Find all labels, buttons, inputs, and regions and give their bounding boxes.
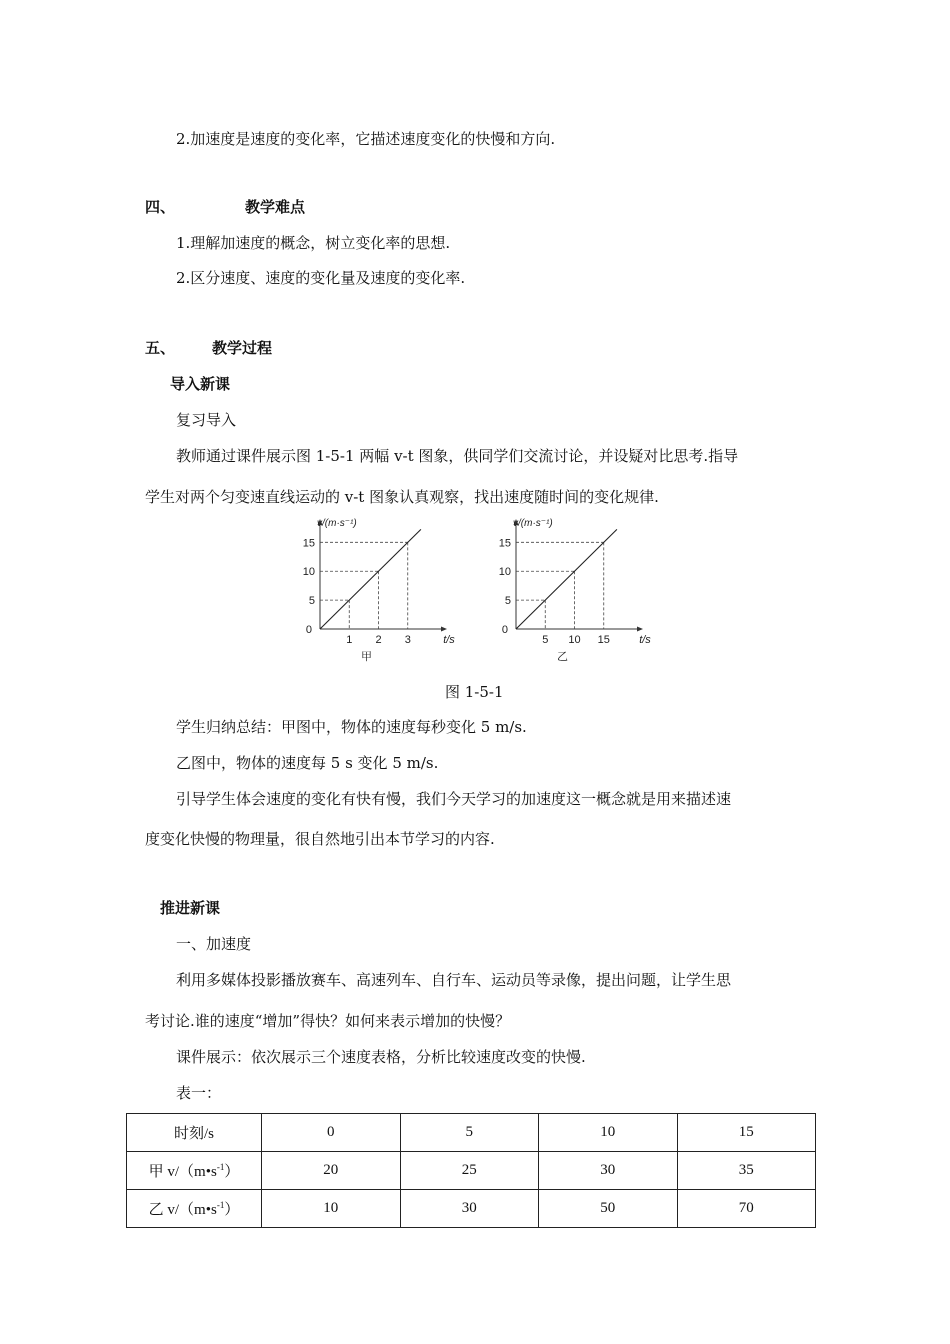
table-cell: 5 — [400, 1114, 539, 1152]
table-cell: 35 — [677, 1152, 816, 1190]
section-4-title: 教学难点 — [245, 198, 306, 216]
row-label-tail: ） — [224, 1202, 240, 1218]
unit-exponent: -1 — [216, 1200, 225, 1210]
courseware-line: 课件展示：依次展示三个速度表格，分析比较速度改变的快慢. — [176, 1048, 586, 1066]
table-cell: 30 — [400, 1190, 539, 1228]
guide-paragraph-a: 引导学生体会速度的变化有快有慢，我们今天学习的加速度这一概念就是用来描述速 — [176, 790, 732, 808]
row-label: 甲 v/（m•s — [148, 1164, 217, 1180]
table-cell: 10 — [262, 1190, 401, 1228]
y-tick-label: 5 — [308, 595, 315, 608]
origin-label: 0 — [501, 624, 508, 636]
subsection-acceleration: 一、加速度 — [176, 935, 252, 953]
table-row-header — [127, 1152, 262, 1190]
x-tick-label: 15 — [597, 634, 610, 646]
x-tick-label: 3 — [404, 634, 411, 646]
graph-label: 乙 — [557, 651, 568, 663]
advance-heading: 推进新课 — [160, 899, 221, 917]
student-summary-1: 学生归纳总结：甲图中，物体的速度每秒变化 5 m/s. — [176, 718, 527, 736]
table-row — [127, 1114, 816, 1152]
table-cell: 0 — [262, 1114, 401, 1152]
vt-graph-yi — [481, 515, 651, 665]
y-tick-label: 15 — [302, 537, 315, 550]
x-tick-label: 1 — [346, 634, 353, 646]
table-row — [127, 1190, 816, 1228]
x-axis-arrow — [441, 627, 447, 632]
student-summary-2: 乙图中，物体的速度每 5 s 变化 5 m/s. — [176, 754, 439, 772]
vt-graph-jia — [285, 515, 455, 665]
section-4-number: 四、 — [145, 198, 176, 216]
table-cell: 10 — [539, 1114, 678, 1152]
x-axis-label: t/s — [443, 634, 455, 646]
table-row — [127, 1152, 816, 1190]
section-5-number: 五、 — [145, 339, 176, 357]
figure-caption: 图 1-5-1 — [445, 683, 504, 701]
speed-table-1 — [126, 1113, 816, 1228]
table-cell: 70 — [677, 1190, 816, 1228]
intro-heading: 导入新课 — [170, 375, 231, 393]
table-cell: 20 — [262, 1152, 401, 1190]
unit-exponent: -1 — [216, 1162, 225, 1172]
guide-paragraph-b: 度变化快慢的物理量，很自然地引出本节学习的内容. — [145, 830, 495, 848]
media-paragraph-a: 利用多媒体投影播放赛车、高速列车、自行车、运动员等录像，提出问题，让学生思 — [176, 971, 732, 989]
review-label: 复习导入 — [176, 411, 237, 429]
difficulty-2: 2.区分速度、速度的变化量及速度的变化率. — [176, 269, 466, 287]
table-cell: 50 — [539, 1190, 678, 1228]
y-tick-label: 15 — [498, 537, 511, 550]
velocity-line — [516, 529, 617, 629]
row-label: 乙 v/（m•s — [148, 1202, 217, 1218]
velocity-line — [320, 529, 421, 629]
x-tick-label: 10 — [568, 634, 581, 646]
row-label-tail: ） — [224, 1164, 240, 1180]
table-cell: 15 — [677, 1114, 816, 1152]
paragraph-1b: 学生对两个匀变速直线运动的 v-t 图象认真观察，找出速度随时间的变化规律. — [145, 488, 659, 506]
section-5-title: 教学过程 — [212, 339, 273, 357]
x-tick-label: 2 — [375, 634, 382, 646]
y-tick-label: 10 — [498, 566, 511, 579]
y-axis-label: v/(m·s⁻¹) — [513, 518, 553, 529]
x-axis-arrow — [637, 627, 643, 632]
graph-label: 甲 — [361, 651, 372, 663]
objective-2: 2.加速度是速度的变化率，它描述速度变化的快慢和方向. — [176, 130, 556, 148]
y-tick-label: 10 — [302, 566, 315, 579]
table-cell: 25 — [400, 1152, 539, 1190]
x-tick-label: 5 — [542, 634, 549, 646]
media-paragraph-b: 考讨论.谁的速度“增加”得快？如何来表示增加的快慢？ — [145, 1012, 511, 1030]
paragraph-1a: 教师通过课件展示图 1-5-1 两幅 v-t 图象，供同学们交流讨论，并设疑对比思考.指导 — [176, 447, 739, 465]
table-cell: 30 — [539, 1152, 678, 1190]
table-label: 表一： — [176, 1084, 222, 1102]
origin-label: 0 — [305, 624, 312, 636]
table-row-header — [127, 1190, 262, 1228]
y-tick-label: 5 — [504, 595, 511, 608]
table-row-header: 时刻/s — [127, 1114, 262, 1152]
difficulty-1: 1.理解加速度的概念，树立变化率的思想. — [176, 234, 451, 252]
y-axis-label: v/(m·s⁻¹) — [317, 518, 357, 529]
x-axis-label: t/s — [639, 634, 651, 646]
